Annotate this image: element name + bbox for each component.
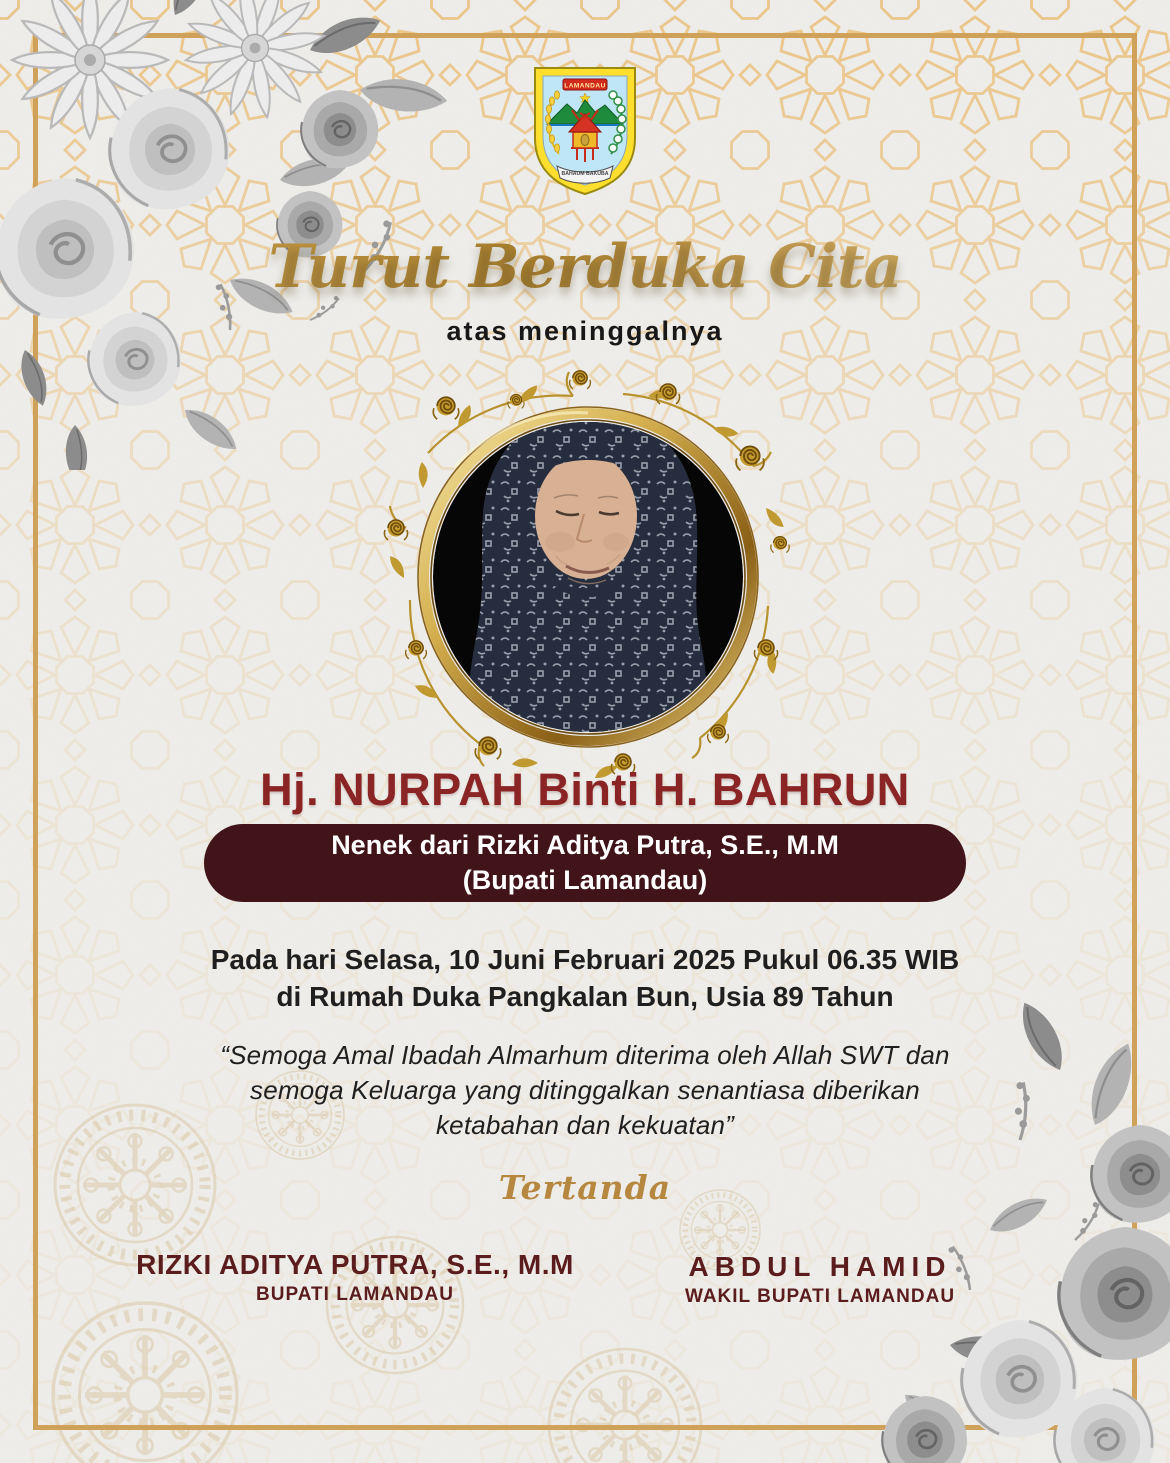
passing-details xyxy=(0,941,1170,1015)
signatory-name: RIZKI ADITYA PUTRA, S.E., M.M xyxy=(136,1249,574,1280)
title-script: Turut Berduka Cita xyxy=(0,232,1170,302)
signatory-title: BUPATI LAMANDAU xyxy=(256,1284,454,1305)
quote-line-3: ketabahan dan kekuatan” xyxy=(435,1110,735,1140)
signatory-bupati xyxy=(120,1249,590,1306)
quote-line-2: semoga Keluarga yang ditinggalkan senantiasa diberikan xyxy=(250,1075,920,1105)
prayer-quote xyxy=(0,1038,1170,1143)
deceased-portrait-photo xyxy=(433,410,743,780)
portrait-with-gold-wreath xyxy=(368,348,808,780)
emblem-region-label: LAMANDAU xyxy=(564,82,606,90)
relation-line-2: (Bupati Lamandau) xyxy=(462,865,708,895)
signatory-wakil-bupati xyxy=(640,1251,1000,1308)
relation-banner xyxy=(204,824,966,902)
deceased-name: Hj. NURPAH Binti H. BAHRUN xyxy=(260,764,910,815)
passing-line-2: di Rumah Duka Pangkalan Bun, Usia 89 Tahun xyxy=(276,981,894,1012)
quote-line-1: “Semoga Amal Ibadah Almarhum diterima oleh Allah SWT dan xyxy=(220,1040,950,1070)
passing-line-1: Pada hari Selasa, 10 Juni Februari 2025 Pukul 06.35 WIB xyxy=(210,944,960,975)
signatory-name: ABDUL HAMID xyxy=(688,1251,952,1282)
signoff-script: Tertanda xyxy=(498,1168,672,1207)
emblem-motto-label: BAHAUM BAKUBA xyxy=(561,171,609,177)
subtitle: atas meninggalnya xyxy=(446,316,724,346)
relation-line-1: Nenek dari Rizki Aditya Putra, S.E., M.M xyxy=(331,830,839,860)
signatory-title: WAKIL BUPATI LAMANDAU xyxy=(684,1286,956,1307)
lamandau-regency-emblem xyxy=(523,58,647,198)
